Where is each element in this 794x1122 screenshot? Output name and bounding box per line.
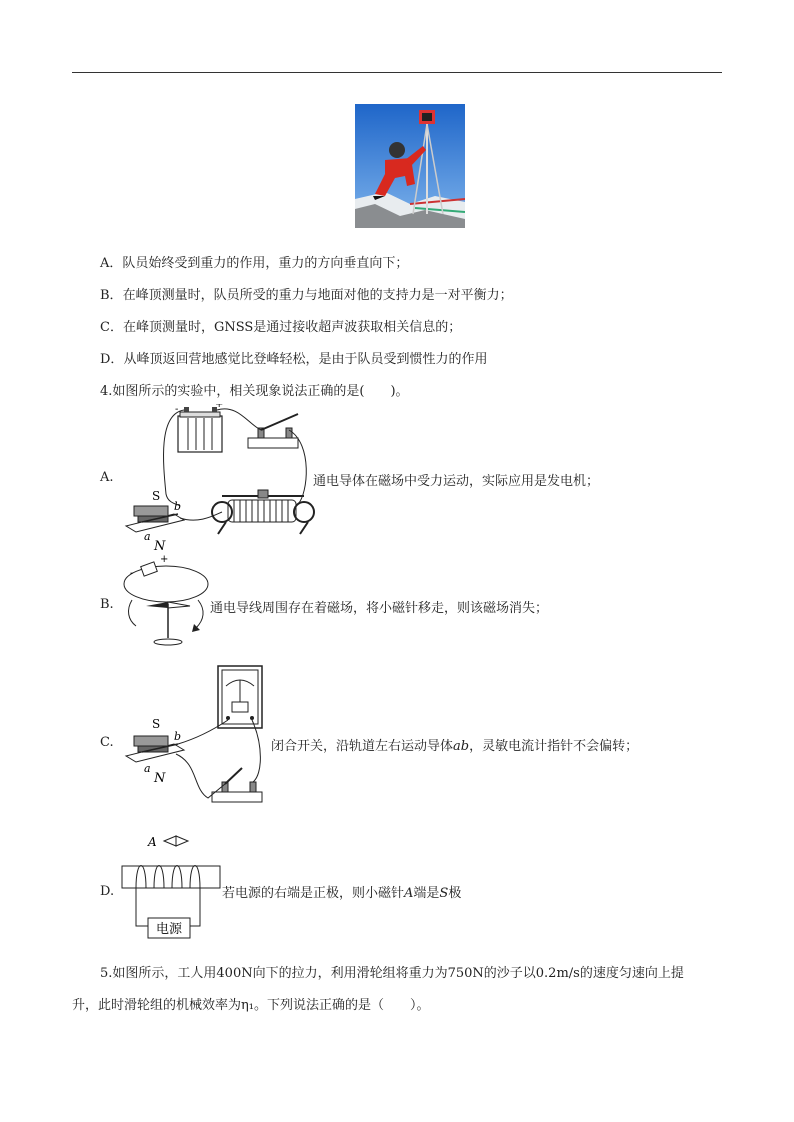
q3-option-a xyxy=(100,252,408,271)
q4-option-b-text: 通电导线周围存在着磁场，将小磁针移走，则该磁场消失； xyxy=(210,601,549,616)
power-source-label: 电源 xyxy=(155,922,183,937)
option-letter: A． xyxy=(100,256,123,271)
q4-figure-b xyxy=(118,554,212,654)
a-label: a xyxy=(144,762,151,775)
switch-icon xyxy=(212,768,262,802)
minus-label: - xyxy=(175,404,179,415)
text-part: ，灵敏电流计指针不会偏转； xyxy=(469,739,639,754)
compass-needle-icon xyxy=(146,602,190,645)
galvanometer-icon xyxy=(218,666,262,728)
q4-stem: 4.如图所示的实验中，相关现象说法正确的是( )。 xyxy=(100,384,409,399)
rheostat-icon xyxy=(212,490,314,534)
text-part: 端是 xyxy=(413,886,440,901)
n-pole-label: N xyxy=(154,539,166,554)
variable-a: A xyxy=(404,886,414,901)
q4-option-b-letter: B. xyxy=(100,597,114,612)
q4-option-c-letter: C. xyxy=(100,735,114,750)
oersted-wire-icon xyxy=(124,562,208,632)
b-label: b xyxy=(174,730,182,743)
battery-icon xyxy=(178,407,222,452)
plus-label: + xyxy=(160,554,169,565)
option-text: 在峰顶测量时，队员所受的重力与地面对他的支持力是一对平衡力； xyxy=(122,288,513,303)
text-part: 极 xyxy=(448,886,462,901)
header-rule xyxy=(72,72,722,73)
q4-option-a-text: 通电导体在磁场中受力运动，实际应用是发电机； xyxy=(313,474,600,489)
q4-figure-a xyxy=(118,404,318,558)
variable-ab: ab xyxy=(453,739,470,754)
option-text: 队员始终受到重力的作用，重力的方向垂直向下； xyxy=(122,256,409,271)
option-letter: D． xyxy=(100,352,124,367)
option-text: 从峰顶返回营地感觉比登峰轻松，是由于队员受到惯性力的作用 xyxy=(123,352,488,367)
plus-label: + xyxy=(215,404,224,410)
mountaineer-photo xyxy=(355,104,465,228)
s-pole-label: S xyxy=(152,489,161,503)
minus-label: - xyxy=(130,568,134,579)
q5-line-1: 5.如图所示，工人用400N向下的拉力，利用滑轮组将重力为750N的沙子以0.2m/s的速度匀速向上提 xyxy=(100,966,684,981)
solenoid-icon xyxy=(122,866,220,927)
q3-option-c xyxy=(100,316,461,335)
n-pole-label: N xyxy=(154,771,166,786)
q4-option-d-text xyxy=(222,882,461,901)
compass-needle-icon xyxy=(164,836,188,846)
option-text: 在峰顶测量时，GNSS是通过接收超声波获取相关信息的； xyxy=(122,320,462,335)
b-label: b xyxy=(174,500,182,513)
a-label: a xyxy=(144,530,151,543)
q4-option-a-letter: A. xyxy=(100,470,114,485)
variable-s: S xyxy=(439,886,449,901)
option-letter: C． xyxy=(100,320,123,335)
needle-a-label: A xyxy=(148,835,157,849)
s-pole-label: S xyxy=(152,717,161,731)
option-letter: B． xyxy=(100,288,123,303)
q4-figure-c xyxy=(118,664,268,818)
q3-option-b xyxy=(100,284,513,303)
q4-option-c-text xyxy=(271,735,638,754)
q3-option-d xyxy=(100,348,487,367)
text-part: 若电源的右端是正极，则小磁针 xyxy=(222,886,405,901)
text-part: 闭合开关，沿轨道左右运动导体 xyxy=(271,739,454,754)
q4-figure-d xyxy=(118,828,222,948)
q5-line-2: 升，此时滑轮组的机械效率为η₁。下列说法正确的是（ ）。 xyxy=(72,998,430,1013)
q4-option-d-letter: D. xyxy=(100,884,115,899)
